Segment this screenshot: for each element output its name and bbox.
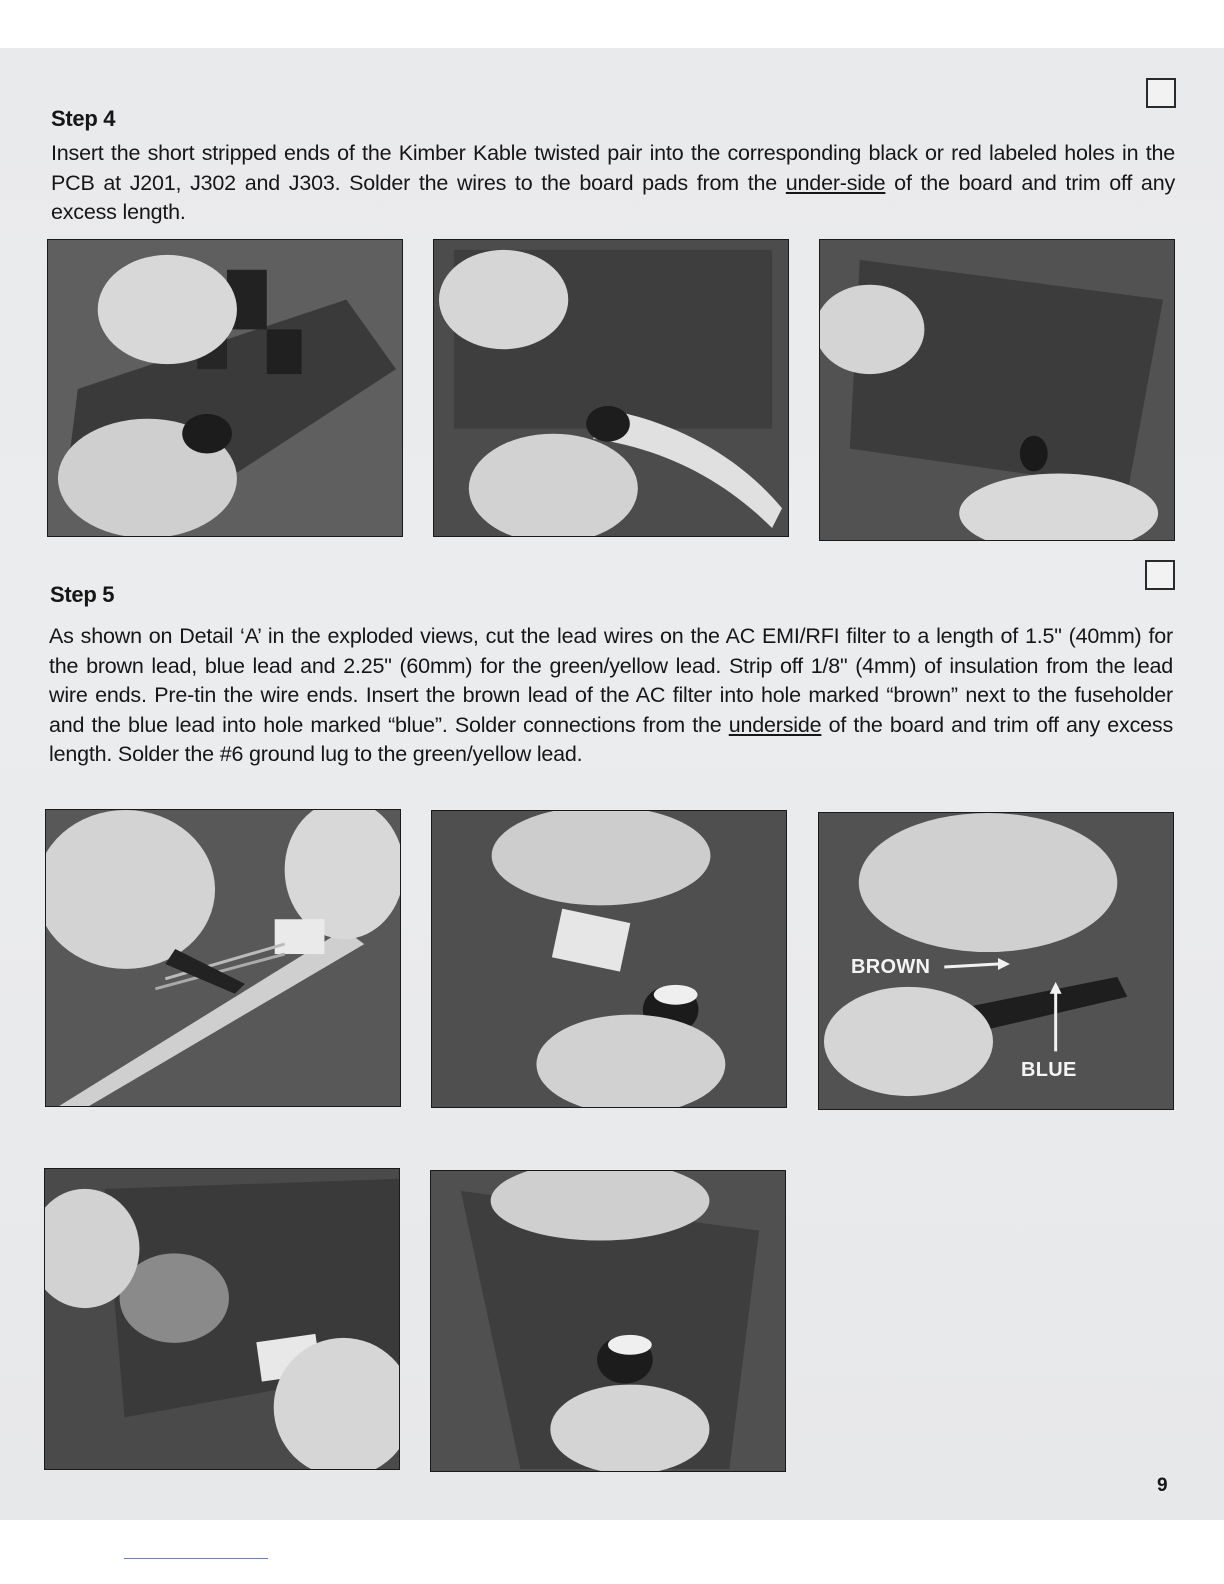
step4-text-after: of the board and trim off any excess length. (51, 170, 1175, 224)
step4-photo-3 (819, 239, 1175, 541)
brown-callout: BROWN (851, 956, 931, 978)
step5-photo-2 (431, 810, 787, 1108)
step4-title: Step 4 (51, 106, 116, 131)
step4-photo-2 (433, 239, 789, 537)
footer-rule (124, 1558, 268, 1559)
step5-checkbox[interactable] (1145, 560, 1175, 590)
step4-underlined: under-side (785, 170, 886, 195)
blue-callout: BLUE (1021, 1059, 1077, 1081)
step4-instructions (51, 139, 1175, 228)
step5-underlined: underside (728, 712, 822, 737)
step5-photo-1 (45, 809, 401, 1107)
step4-photo-1 (47, 239, 403, 537)
step5-instructions (49, 622, 1173, 770)
step5-text-before: As shown on Detail ‘A’ in the exploded views, cut the lead wires on the AC EMI/RFI filter to a length of 1.5" (40mm) for the brown lead, blue lead and 2.25" (60mm) for the green/yellow lead. Strip off 1/8" (4mm) of insulation from the lead wire ends. Pre-tin the wire ends. Insert the brown lead of the AC filter into hole marked “brown” next to the fuseholder and the blue lead into hole marked “blue”. Solder connections from the (49, 624, 1173, 737)
page-number: 9 (1157, 1475, 1168, 1496)
step4-checkbox[interactable] (1146, 78, 1176, 108)
step4-text-before: Insert the short stripped ends of the Kimber Kable twisted pair into the corresponding black or red labeled holes in the PCB at J201, J302 and J303. Solder the wires to the board pads from the (51, 141, 1175, 195)
step5-photo-5 (430, 1170, 786, 1472)
step5-text-after: of the board and trim off any excess length. Solder the #6 ground lug to the green/yellow lead. (49, 712, 1173, 766)
step5-title: Step 5 (50, 582, 115, 607)
step5-photo-4 (44, 1168, 400, 1470)
step5-photo-3 (818, 812, 1174, 1110)
